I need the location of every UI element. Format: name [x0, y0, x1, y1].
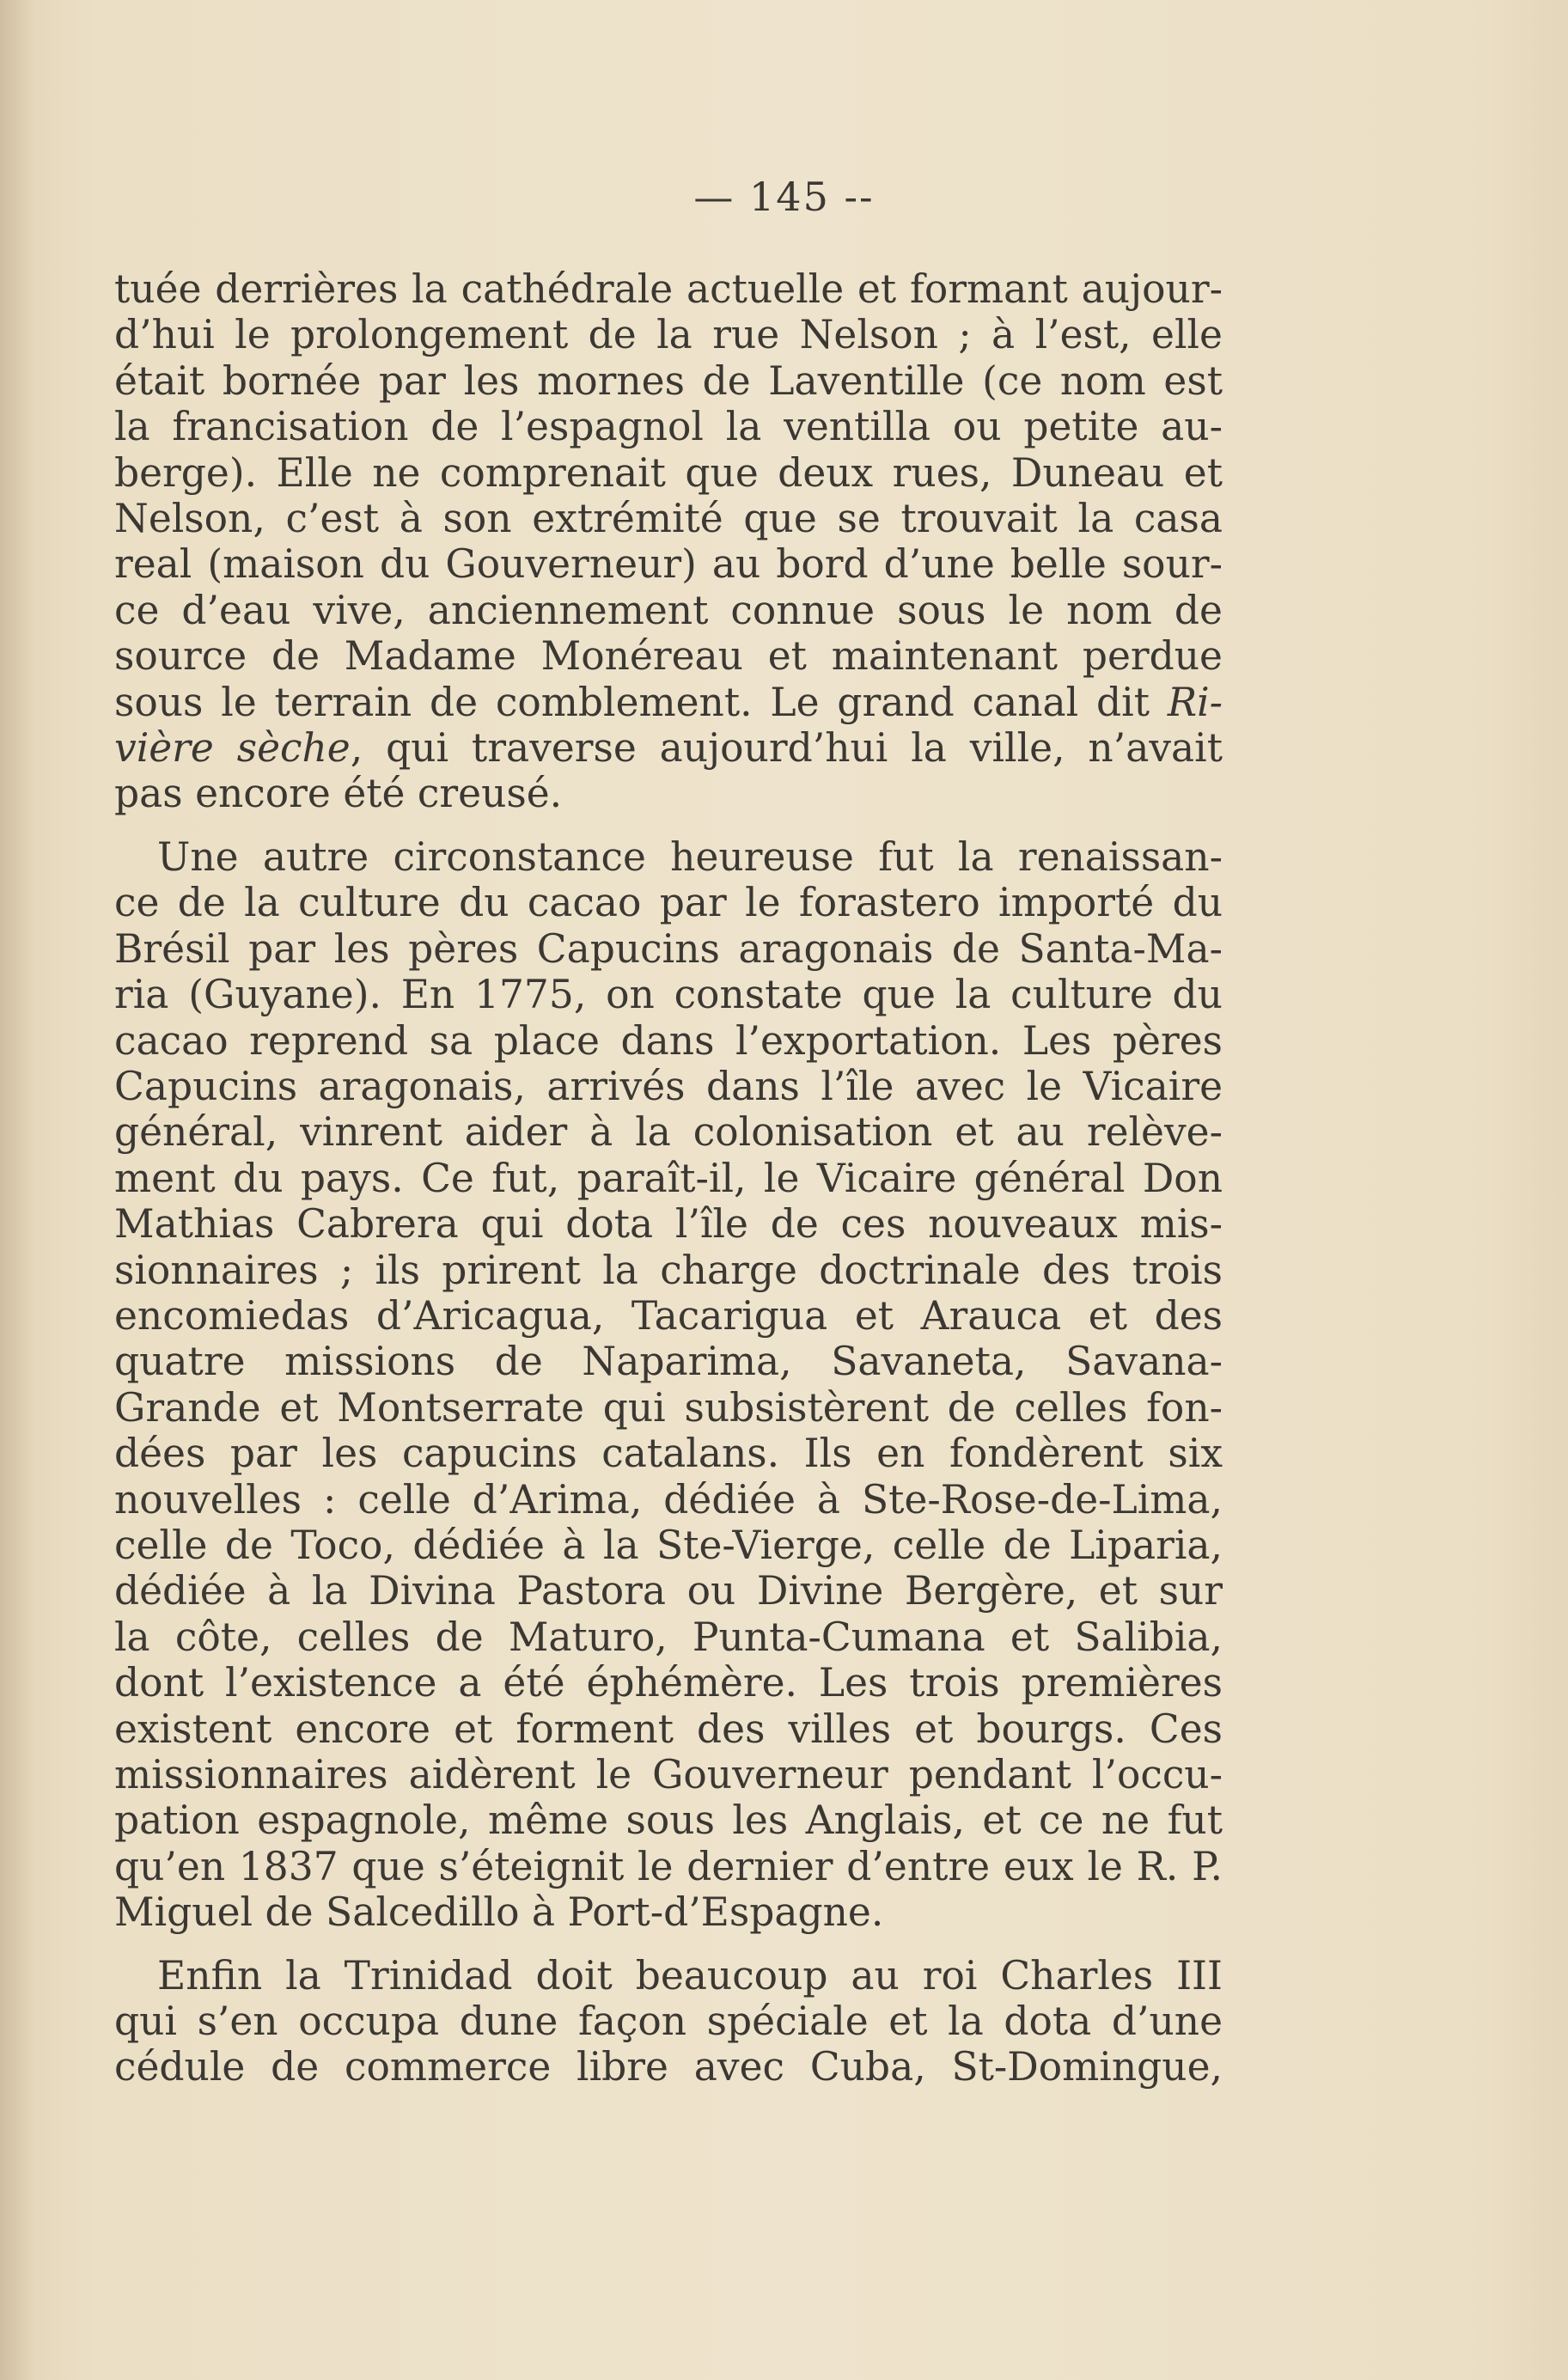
text-line: d’hui le prolongement de la rue Nelson ; à l’est, elle [114, 312, 1223, 358]
text-line: real (maison du Gouverneur) au bord d’une belle sour- [114, 541, 1223, 588]
text-line: était bornée par les mornes de Laventille (ce nom est [114, 357, 1223, 404]
text-line: quatre missions de Naparima, Savaneta, Savana- [114, 1339, 1223, 1385]
italic-term: Ri- [1167, 679, 1223, 725]
paragraph-1 [114, 266, 1223, 817]
text-line: cacao reprend sa place dans l’exportation. Les pères [114, 1017, 1223, 1064]
text-line-with-italic: vière sèche, qui traverse aujourd’hui la ville, n’avait [114, 725, 1223, 772]
text-line: qu’en 1837 que s’éteignit le dernier d’entre eux le R. P. [114, 1843, 1223, 1889]
text-line-with-italic: sous le terrain de comblement. Le grand canal dit Ri- [114, 679, 1223, 725]
text-line: Une autre circonstance heureuse fut la renaissan- [157, 833, 1223, 880]
paragraph-gap [114, 817, 1223, 834]
body-text [114, 266, 1223, 2090]
text-line: Capucins aragonais, arrivés dans l’île avec le Vicaire [114, 1063, 1223, 1109]
text-line: celle de Toco, dédiée à la Ste-Vierge, celle de Liparia, [114, 1522, 1223, 1568]
text-line: pas encore été creusé. [114, 771, 563, 817]
text-line: qui s’en occupa dune façon spéciale et la dota d’une [114, 1999, 1223, 2045]
text-line: sionnaires ; ils prirent la charge doctrinale des trois [114, 1247, 1223, 1293]
text-line: Miguel de Salcedillo à Port-d’Espagne. [114, 1889, 884, 1936]
text-line: nouvelles : celle d’Arima, dédiée à Ste-Rose-de-Lima, [114, 1476, 1223, 1523]
page-number: — 145 -- [693, 174, 875, 220]
text-line: la côte, celles de Maturo, Punta-Cumana et Salibia, [114, 1614, 1223, 1660]
text-line: Grande et Montserrate qui subsistèrent de celles fon- [114, 1384, 1223, 1431]
text-line: pation espagnole, même sous les Anglais, et ce ne fut [114, 1797, 1223, 1844]
text-line: Nelson, c’est à son extrémité que se trouvait la casa [114, 496, 1223, 542]
text-line: général, vinrent aider à la colonisation et au relève- [114, 1109, 1223, 1156]
text-line: ce d’eau vive, anciennement connue sous le nom de [114, 587, 1223, 633]
text-line: dées par les capucins catalans. Ils en fondèrent six [114, 1431, 1223, 1477]
text-line: ria (Guyane). En 1775, on constate que la culture du [114, 972, 1223, 1018]
text-line: missionnaires aidèrent le Gouverneur pendant l’occu- [114, 1752, 1223, 1797]
text-line: berge). Elle ne comprenait que deux rues, Duneau et [114, 449, 1223, 496]
italic-term: vière sèche [114, 725, 351, 772]
text-line: cédule de commerce libre avec Cuba, St-Domingue, [114, 2044, 1223, 2090]
text-line: source de Madame Monéreau et maintenant perdue [114, 633, 1223, 680]
text-line: encomiedas d’Aricagua, Tacarigua et Arauca et des [114, 1292, 1223, 1339]
paragraph-2 [114, 834, 1223, 1936]
paragraph-gap [114, 1936, 1223, 1953]
text-line: Mathias Cabrera qui dota l’île de ces nouveaux mis- [114, 1201, 1223, 1248]
text-line: Brésil par les pères Capucins aragonais de Santa-Ma- [114, 925, 1223, 972]
text-line: dédiée à la Divina Pastora ou Divine Bergère, et sur [114, 1568, 1223, 1614]
paragraph-3 [114, 1953, 1223, 2090]
text-line: la francisation de l’espagnol la ventilla ou petite au- [114, 404, 1223, 450]
text-line: ment du pays. Ce fut, paraît-il, le Vicaire général Don [114, 1155, 1223, 1201]
text-line: dont l’existence a été éphémère. Les trois premières [114, 1660, 1223, 1706]
text-line: Enfin la Trinidad doit beaucoup au roi Charles III [157, 1952, 1223, 1999]
text-line: ce de la culture du cacao par le forastero importé du [114, 880, 1223, 926]
text-line: existent encore et forment des villes et bourgs. Ces [114, 1706, 1223, 1752]
text-line: tuée derrières la cathédrale actuelle et formant aujour- [114, 266, 1223, 312]
